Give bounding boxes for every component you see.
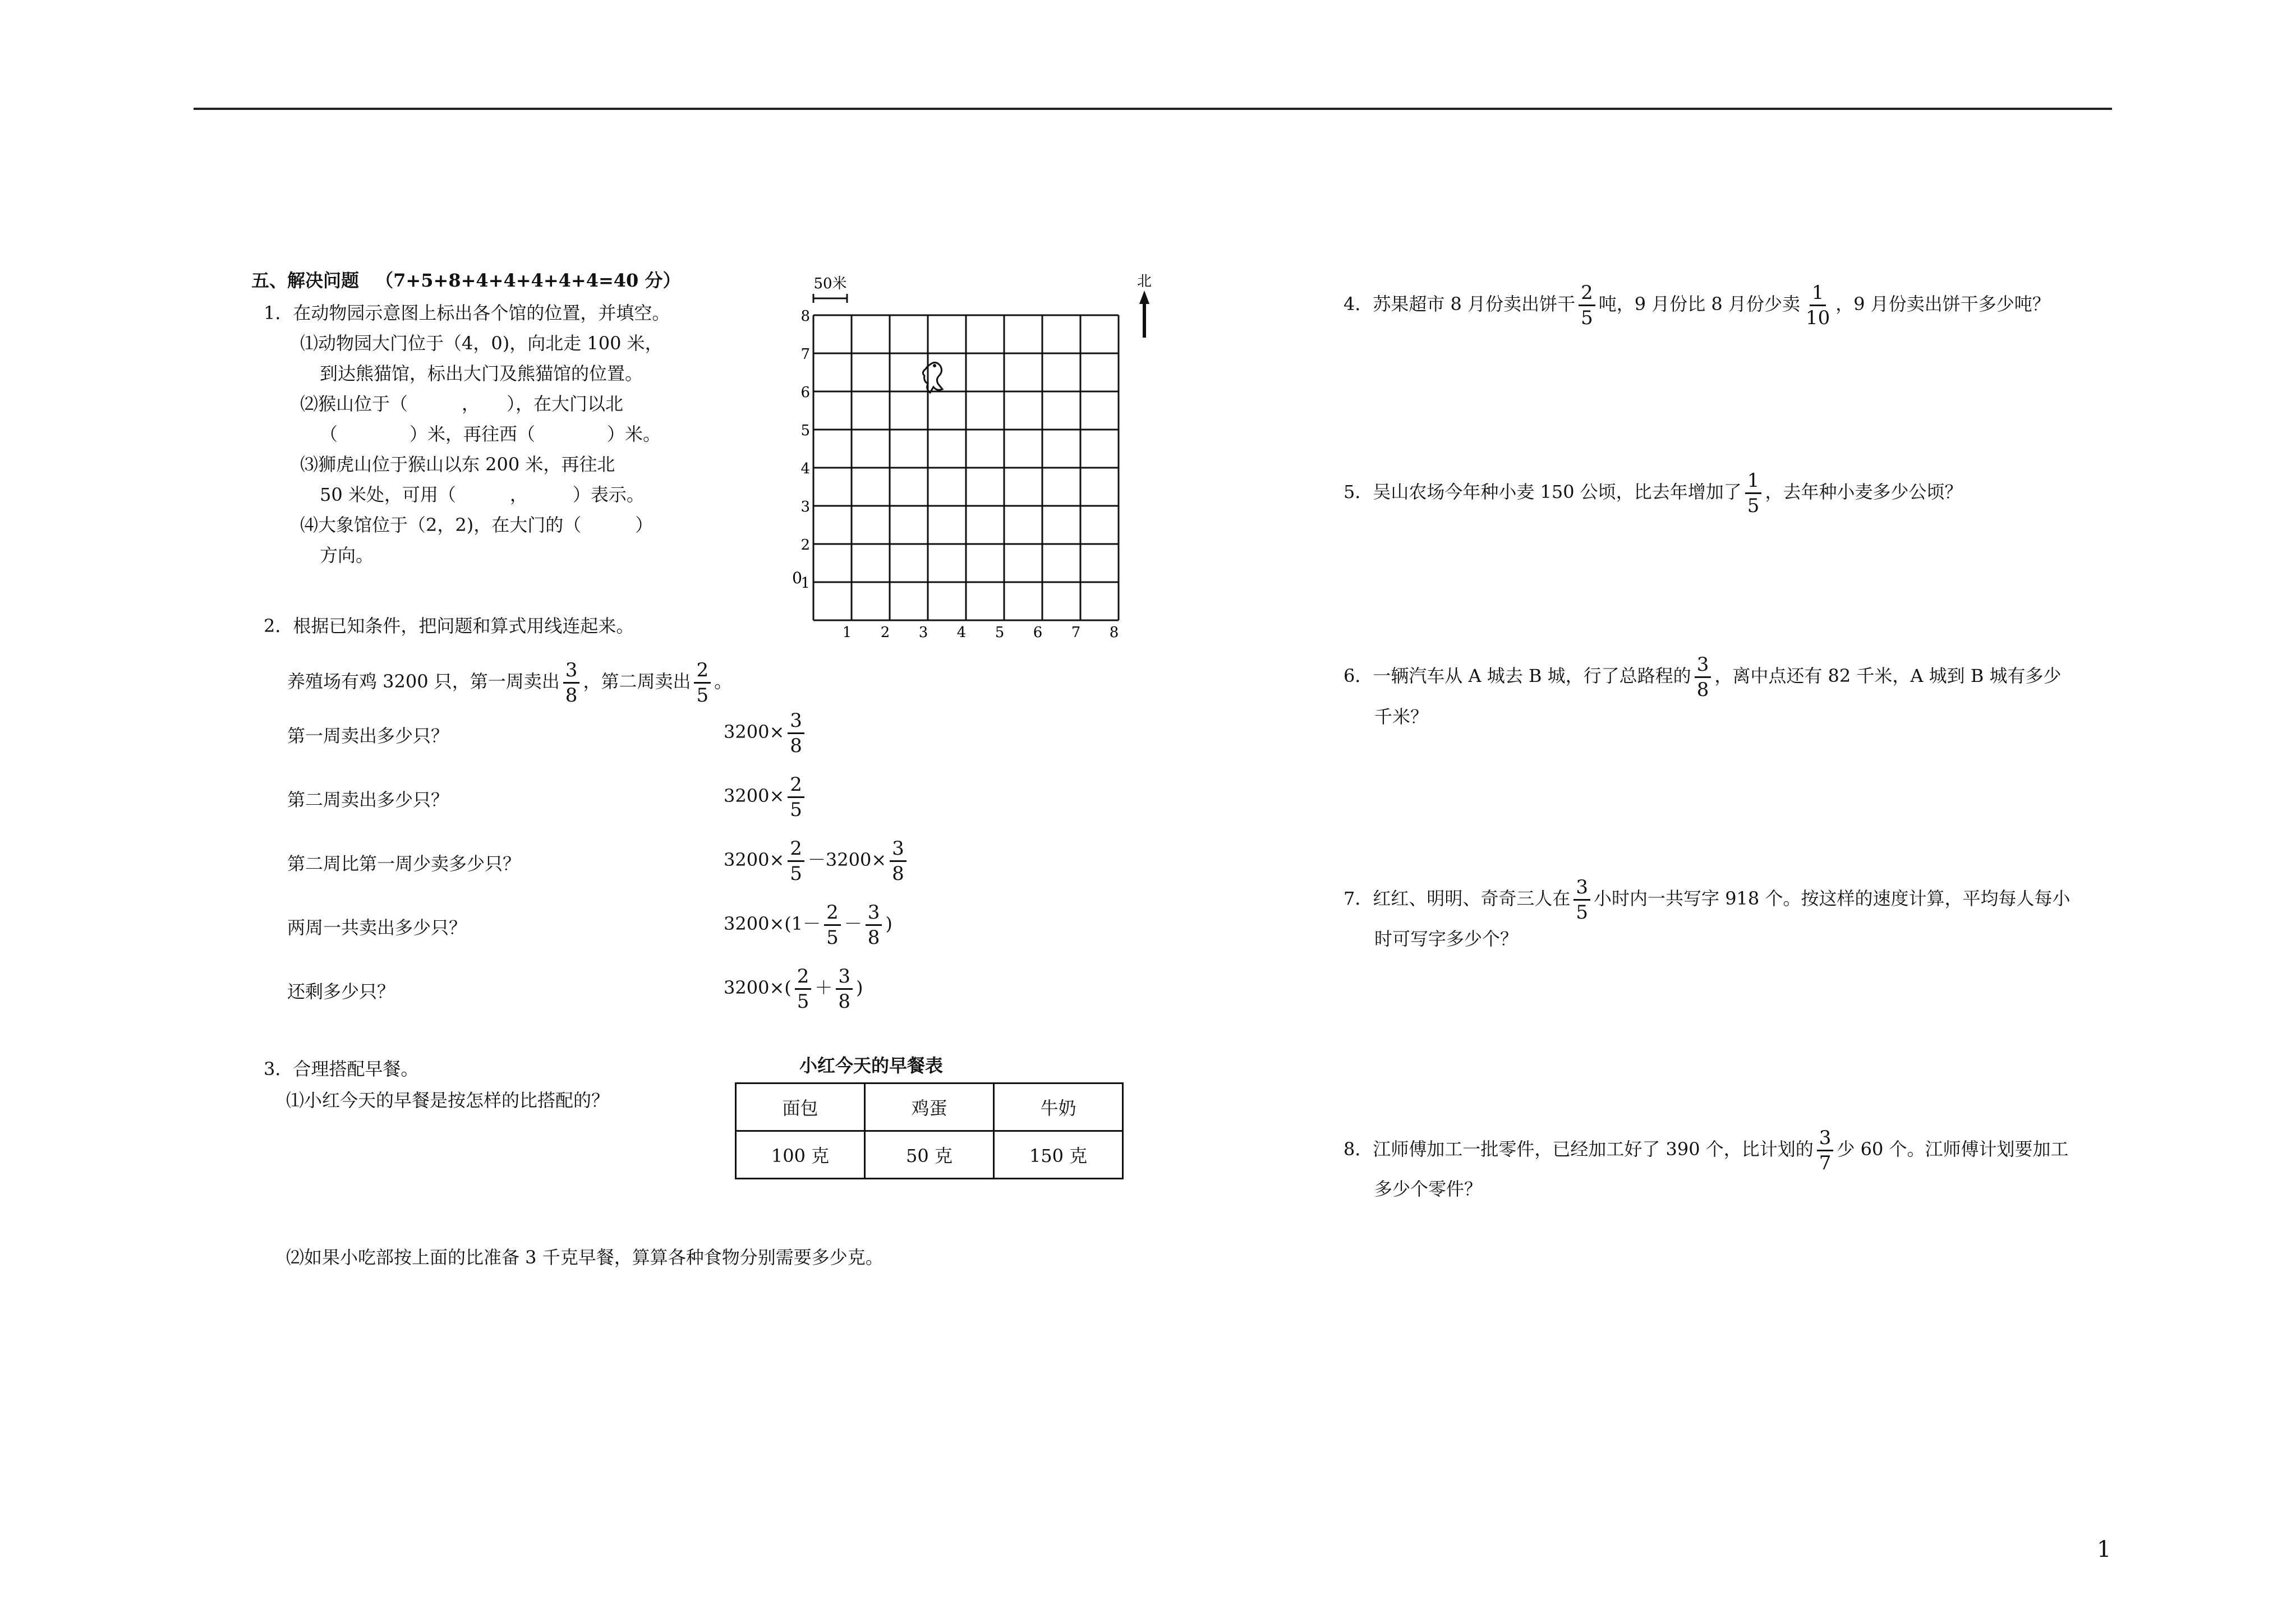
fraction-denominator: 7	[1819, 1152, 1832, 1174]
q1-title: 1．在动物园示意图上标出各个馆的位置，并填空。	[264, 302, 670, 324]
q5-text-b: ，去年种小麦多少公顷？	[1765, 481, 1963, 502]
q7-line2: 时可写字多少个？	[1374, 928, 1519, 949]
q4	[1343, 283, 2050, 328]
y-tick-label: 7	[800, 346, 810, 363]
y-tick-label: 6	[800, 384, 810, 401]
y-tick-label: 3	[800, 499, 810, 515]
fraction-numerator: 3	[788, 711, 804, 734]
expr-text: －	[844, 913, 862, 934]
fraction	[866, 903, 882, 947]
fraction	[1573, 878, 1590, 922]
fraction-numerator: 3	[1817, 1128, 1834, 1151]
fraction-numerator: 3	[836, 967, 853, 990]
fraction-denominator: 5	[1576, 901, 1589, 924]
expr-text: 3200×	[724, 849, 785, 870]
q4-text-c: ，9 月份卖出饼干多少吨？	[1835, 293, 2050, 315]
q4-text-a: 4．苏果超市 8 月份卖出饼干	[1343, 293, 1576, 315]
top-rule	[194, 108, 2112, 110]
fraction-denominator: 5	[826, 926, 839, 949]
q2-expression-4	[724, 903, 892, 947]
fraction	[1803, 283, 1832, 328]
fraction	[1695, 655, 1711, 699]
q1-sub2-line2: （ ）米，再往西（ ）米。	[320, 423, 661, 445]
q2-question-3: 第二周比第一周少卖多少只？	[287, 853, 521, 874]
x-tick-label: 2	[880, 624, 890, 641]
section-title: 五、解决问题	[251, 270, 360, 291]
q6-text-b: ，离中点还有 82 千米，A 城到 B 城有多少	[1714, 665, 2062, 686]
fraction-numerator: 2	[788, 839, 804, 862]
y-tick-label: 4	[800, 460, 810, 477]
x-tick-labels	[843, 624, 1119, 641]
section-heading	[251, 269, 680, 292]
x-tick-label: 8	[1109, 624, 1119, 641]
fraction	[1745, 471, 1762, 515]
breakfast-table-title: 小红今天的早餐表	[799, 1055, 944, 1076]
q6	[1343, 655, 2062, 699]
fraction-numerator: 2	[788, 775, 804, 798]
zoo-grid-map	[774, 264, 1167, 641]
fraction-denominator: 5	[1747, 495, 1760, 517]
q6-line2: 千米？	[1374, 706, 1429, 727]
q2-expression-3	[724, 839, 910, 883]
y-tick-labels	[800, 308, 810, 592]
north-label: 北	[1137, 273, 1152, 290]
fraction-denominator: 8	[565, 684, 578, 707]
fraction	[788, 711, 804, 755]
q1-sub3-line1: ⑶狮虎山位于猴山以东 200 米，再往北	[300, 454, 615, 475]
fraction-numerator: 2	[694, 661, 711, 684]
q5-text-a: 5．吴山农场今年种小麦 150 公顷，比去年增加了	[1343, 481, 1742, 502]
q3-sub2: ⑵如果小吃部按上面的比准备 3 千克早餐，算算各种食物分别需要多少克。	[286, 1247, 884, 1268]
q1-sub3-line2: 50 米处，可用（ ， ）表示。	[320, 484, 645, 505]
q3-title: 3．合理搭配早餐。	[264, 1058, 419, 1080]
q4-text-b: 吨，9 月份比 8 月份少卖	[1598, 293, 1800, 315]
q5	[1343, 471, 1962, 515]
grid-lines	[813, 315, 1119, 620]
q2-question-1: 第一周卖出多少只？	[287, 725, 449, 746]
table-header-milk: 牛奶	[994, 1083, 1123, 1131]
fraction-numerator: 2	[824, 903, 841, 926]
fraction-numerator: 2	[1579, 283, 1595, 306]
q1-sub4-line2: 方向。	[320, 545, 374, 566]
fraction-numerator: 3	[866, 903, 882, 926]
origin-label: 0	[792, 569, 802, 587]
expr-text: 3200×	[724, 785, 785, 806]
fraction	[1817, 1128, 1834, 1173]
x-tick-label: 5	[995, 624, 1005, 641]
q7	[1343, 878, 2070, 922]
fraction-denominator: 8	[867, 926, 880, 949]
fraction	[1579, 283, 1595, 328]
table-header-row	[736, 1083, 1123, 1131]
expr-text: 3200×(	[724, 977, 792, 998]
expr-text: )	[856, 977, 863, 998]
fraction-numerator: 1	[1745, 471, 1762, 494]
fraction-numerator: 3	[1695, 655, 1711, 678]
q8	[1343, 1128, 2069, 1173]
fraction-numerator: 3	[890, 839, 907, 862]
q2-question-4: 两周一共卖出多少只？	[287, 917, 467, 938]
table-header-bread: 面包	[736, 1083, 865, 1131]
fraction-denominator: 10	[1805, 307, 1830, 329]
q8-line2: 多少个零件？	[1374, 1178, 1483, 1200]
table-header-egg: 鸡蛋	[865, 1083, 994, 1131]
y-tick-label: 2	[800, 537, 810, 554]
expr-text: ＋	[815, 977, 833, 998]
table-cell-egg: 50 克	[865, 1131, 994, 1179]
fraction-denominator: 5	[790, 799, 802, 821]
x-tick-label: 6	[1033, 624, 1043, 641]
fraction-denominator: 8	[892, 863, 904, 885]
table-row	[736, 1131, 1123, 1179]
table-cell-bread: 100 克	[736, 1131, 865, 1179]
x-tick-label: 7	[1071, 624, 1081, 641]
expr-text: －3200×	[807, 849, 887, 870]
fraction-numerator: 3	[1573, 878, 1590, 901]
q1-sub4-line1: ⑷大象馆位于（2，2)，在大门的（ ）	[300, 514, 654, 536]
breakfast-table	[735, 1082, 1124, 1179]
q8-text-b: 少 60 个。江师傅计划要加工	[1837, 1138, 2069, 1160]
fraction	[795, 967, 812, 1011]
fraction-denominator: 8	[1696, 679, 1709, 701]
q2-question-5: 还剩多少只？	[287, 981, 395, 1002]
expr-text: 3200×(1－	[724, 913, 821, 934]
north-arrow	[1137, 273, 1152, 338]
y-tick-label: 1	[800, 575, 810, 592]
q7-text-a: 7．红红、明明、奇奇三人在	[1343, 888, 1571, 909]
fraction	[836, 967, 853, 1011]
fraction	[890, 839, 907, 883]
expr-text: 3200×	[724, 721, 785, 743]
fraction-numerator: 2	[795, 967, 812, 990]
q2-premise-text-b: ，第二周卖出	[583, 671, 691, 692]
fraction-denominator: 5	[696, 684, 709, 707]
q2-expression-2	[724, 775, 808, 819]
fraction	[788, 839, 804, 883]
section-scoring: （7+5+8+4+4+4+4+4=40 分）	[375, 270, 681, 291]
scale-label: 50米	[813, 275, 847, 292]
q7-text-b: 小时内一共写字 918 个。按这样的速度计算，平均每人每小	[1594, 888, 2070, 909]
x-tick-label: 1	[842, 624, 852, 641]
x-tick-label: 4	[956, 624, 967, 641]
q1-sub1-line2: 到达熊猫馆，标出大门及熊猫馆的位置。	[320, 363, 643, 384]
q2-premise-text-c: 。	[714, 671, 733, 692]
table-cell-milk: 150 克	[994, 1131, 1123, 1179]
q2-question-2: 第二周卖出多少只？	[287, 789, 449, 810]
fraction-denominator: 5	[797, 990, 809, 1013]
expr-text: )	[885, 913, 892, 934]
fraction	[694, 661, 711, 705]
q1-sub1-line1: ⑴动物园大门位于（4，0)，向北走 100 米，	[300, 333, 663, 354]
y-tick-label: 8	[800, 308, 810, 325]
q2-expression-1	[724, 711, 808, 755]
q2-expression-5	[724, 967, 863, 1011]
q6-text-a: 6．一辆汽车从 A 城去 B 城，行了总路程的	[1343, 665, 1691, 686]
q2-title: 2．根据已知条件，把问题和算式用线连起来。	[264, 615, 634, 637]
monkey-icon	[923, 362, 942, 393]
q2-premise-text-a: 养殖场有鸡 3200 只，第一周卖出	[287, 671, 560, 692]
fraction-numerator: 1	[1810, 283, 1826, 306]
fraction	[824, 903, 841, 947]
q3-sub1: ⑴小红今天的早餐是按怎样的比搭配的？	[286, 1090, 610, 1111]
q2-premise	[287, 661, 732, 705]
fraction-denominator: 5	[790, 863, 802, 885]
fraction-denominator: 5	[1581, 307, 1593, 329]
fraction-denominator: 8	[838, 990, 851, 1013]
fraction	[563, 661, 580, 705]
q1-sub2-line1: ⑵猴山位于（ ， ），在大门以北	[300, 393, 624, 414]
fraction-denominator: 8	[790, 735, 802, 757]
y-tick-label: 5	[800, 422, 810, 439]
fraction	[788, 775, 804, 819]
fraction-numerator: 3	[563, 661, 580, 684]
q8-text-a: 8．江师傅加工一批零件，已经加工好了 390 个，比计划的	[1343, 1138, 1814, 1160]
scale-bar	[813, 275, 847, 303]
x-tick-label: 3	[918, 624, 928, 641]
page-number: 1	[2097, 1537, 2111, 1562]
